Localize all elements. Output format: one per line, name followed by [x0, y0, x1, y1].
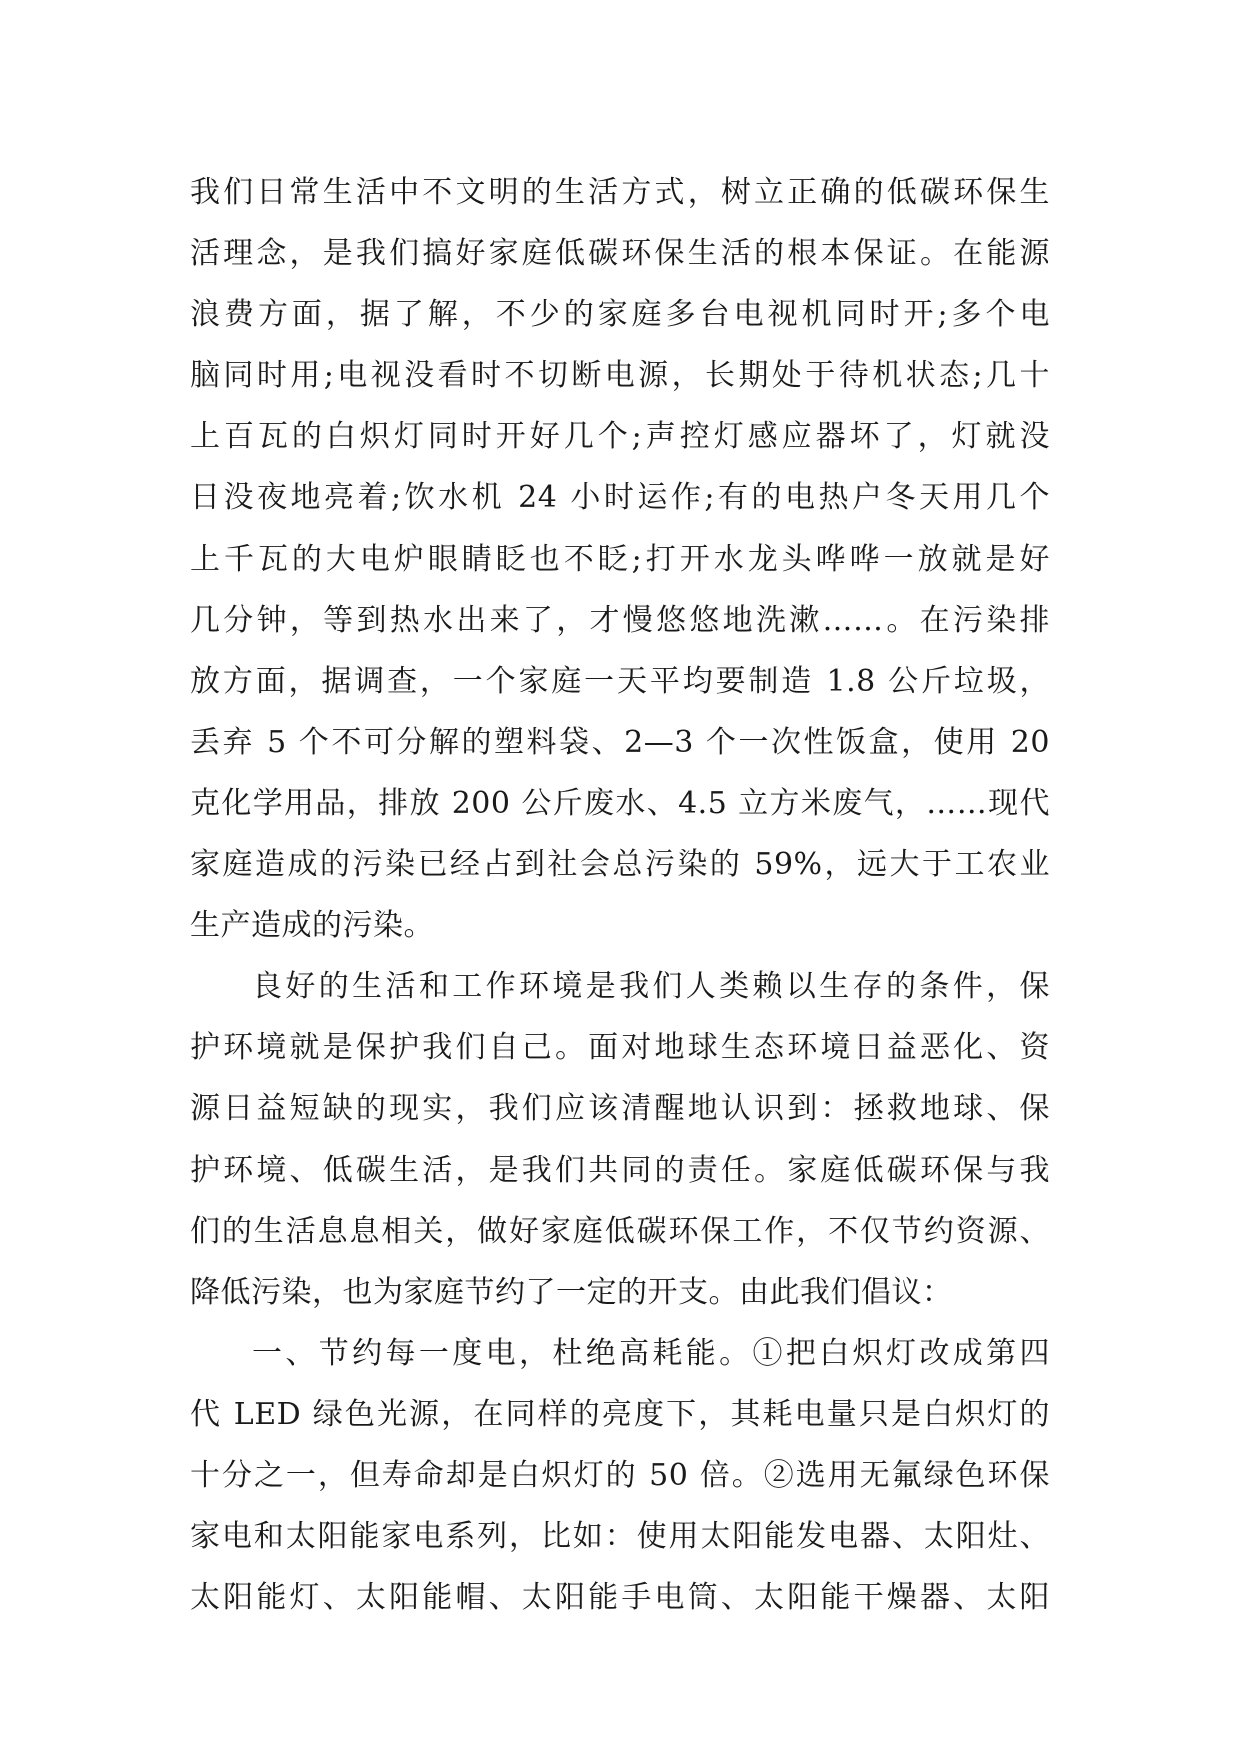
text-line: 家庭造成的污染已经占到社会总污染的 59%，远大于工农业: [190, 847, 1050, 883]
text-line: 我们日常生活中不文明的生活方式，树立正确的低碳环保生: [190, 175, 1050, 210]
text-line: 太阳能灯、太阳能帽、太阳能手电筒、太阳能干燥器、太阳: [190, 1580, 1050, 1616]
text-line: 降低污染，也为家庭节约了一定的开支。由此我们倡议：: [190, 1274, 953, 1310]
text-line: 代 LED 绿色光源，在同样的亮度下，其耗电量只是白炽灯的: [190, 1396, 1050, 1432]
text-line: 丢弃 5 个不可分解的塑料袋、2—3 个一次性饭盒，使用 20: [190, 724, 1050, 760]
text-line: 良好的生活和工作环境是我们人类赖以生存的条件，保: [252, 969, 1050, 1005]
text-line: 几分钟，等到热水出来了，才慢悠悠地洗漱……。在污染排: [190, 602, 1050, 638]
text-line: 活理念，是我们搞好家庭低碳环保生活的根本保证。在能源: [190, 236, 1050, 272]
document-body: [190, 162, 1050, 1628]
text-line: 上百瓦的白炽灯同时开好几个;声控灯感应器坏了，灯就没: [190, 419, 1050, 455]
text-line: 脑同时用;电视没看时不切断电源，长期处于待机状态;几十: [190, 358, 1050, 394]
text-line: 上千瓦的大电炉眼睛眨也不眨;打开水龙头哗哗一放就是好: [190, 541, 1050, 577]
text-line: 护环境就是保护我们自己。面对地球生态环境日益恶化、资: [190, 1030, 1050, 1066]
text-line: 日没夜地亮着;饮水机 24 小时运作;有的电热户冬天用几个: [190, 480, 1050, 516]
text-line: 放方面，据调查，一个家庭一天平均要制造 1.8 公斤垃圾，: [190, 663, 1050, 699]
text-line: 护环境、低碳生活，是我们共同的责任。家庭低碳环保与我: [190, 1152, 1050, 1188]
text-line: 家电和太阳能家电系列，比如：使用太阳能发电器、太阳灶、: [190, 1519, 1050, 1555]
text-line: 源日益短缺的现实，我们应该清醒地认识到：拯救地球、保: [190, 1091, 1050, 1127]
text-line: 生产造成的污染。: [190, 908, 434, 944]
text-line: 浪费方面，据了解，不少的家庭多台电视机同时开;多个电: [190, 297, 1050, 333]
text-line: 一、节约每一度电，杜绝高耗能。①把白炽灯改成第四: [252, 1335, 1050, 1371]
text-line: 克化学用品，排放 200 公斤废水、4.5 立方米废气，……现代: [190, 785, 1050, 821]
text-line: 十分之一，但寿命却是白炽灯的 50 倍。②选用无氟绿色环保: [190, 1457, 1050, 1493]
text-line: 们的生活息息相关，做好家庭低碳环保工作，不仅节约资源、: [190, 1213, 1050, 1249]
